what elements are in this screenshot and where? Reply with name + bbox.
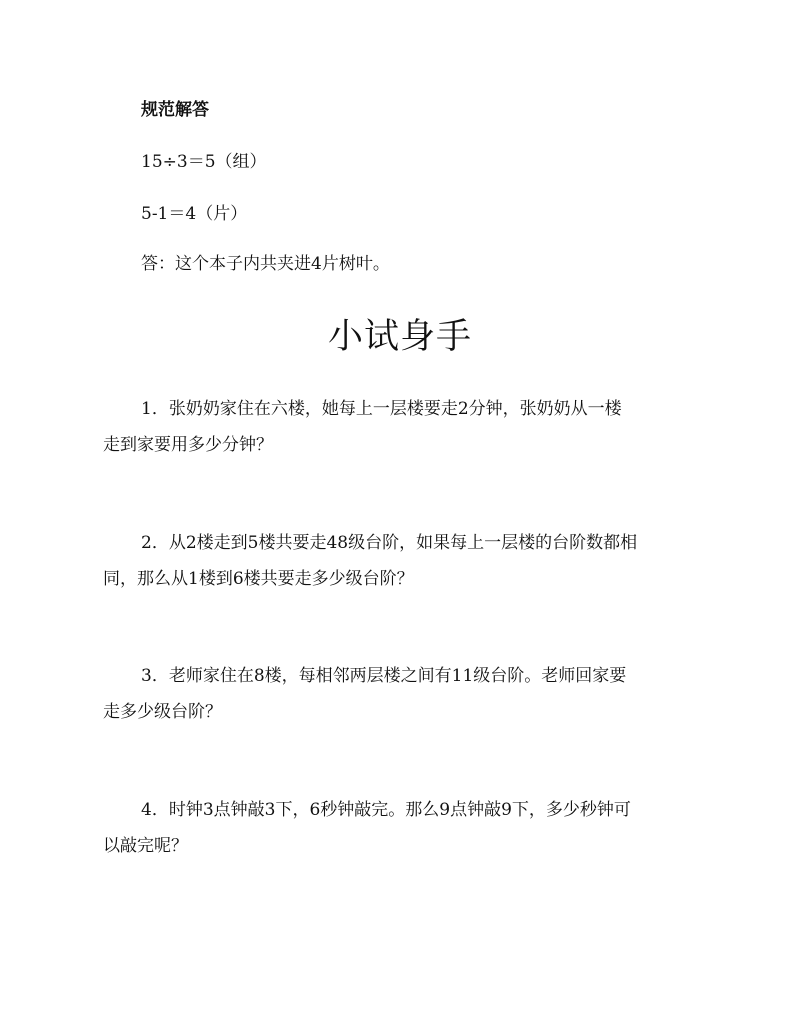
- question-2: [103, 525, 701, 597]
- question-3-line-2: 走多少级台阶？: [103, 702, 222, 722]
- question-2-line-1: 2．从2楼走到5楼共要走48级台阶，如果每上一层楼的台阶数都相: [141, 533, 638, 553]
- question-1-line-2: 走到家要用多少分钟？: [103, 435, 273, 455]
- question-1-line-1: 1．张奶奶家住在六楼，她每上一层楼要走2分钟，张奶奶从一楼: [141, 399, 622, 419]
- solution-answer: 答：这个本子内共夹进4片树叶。: [141, 254, 390, 274]
- question-4-line-1: 4．时钟3点钟敲3下，6秒钟敲完。那么9点钟敲9下，多少秒钟可: [141, 800, 631, 820]
- question-1: [103, 391, 701, 463]
- solution-heading: 规范解答: [141, 100, 209, 120]
- solution-line-1: 15÷3＝5（组）: [141, 152, 267, 172]
- section-title: 小试身手: [327, 317, 472, 357]
- question-2-line-2: 同，那么从1楼到6楼共要走多少级台阶？: [103, 569, 414, 589]
- question-4: [103, 792, 701, 864]
- solution-line-2: 5-1＝4（片）: [141, 204, 248, 224]
- question-4-line-2: 以敲完呢？: [103, 836, 188, 856]
- question-3-line-1: 3．老师家住在8楼，每相邻两层楼之间有11级台阶。老师回家要: [141, 666, 627, 686]
- question-3: [103, 658, 701, 730]
